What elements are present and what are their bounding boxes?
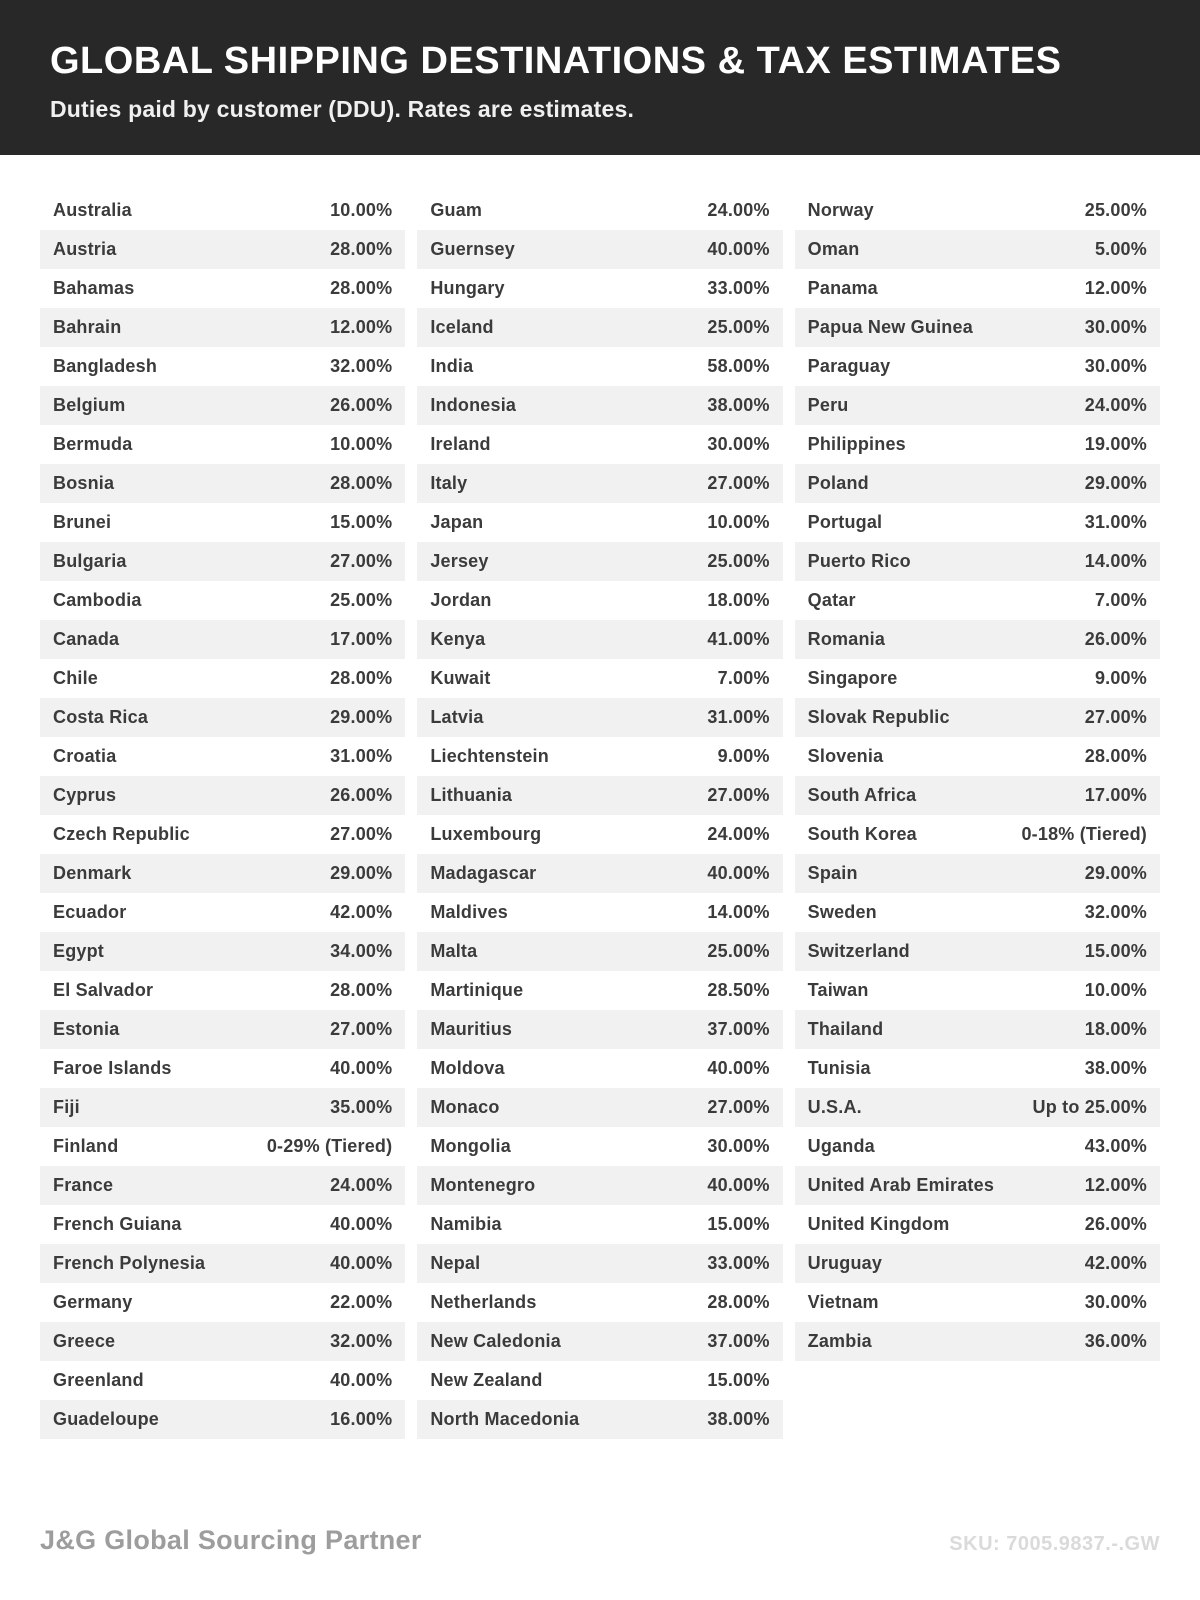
country-label: Uruguay [807,1252,883,1273]
rate-value: 30.00% [1084,316,1147,337]
table-row [40,581,405,620]
rate-value: 15.00% [330,511,393,532]
rates-column-2 [417,191,782,1439]
country-label: Jersey [430,550,489,571]
table-row [417,776,782,815]
rate-value: 28.00% [707,1291,770,1312]
country-label: Iceland [430,316,494,337]
rate-value: 18.00% [1084,1018,1147,1039]
country-label: Guadeloupe [53,1408,160,1429]
country-label: Namibia [430,1213,502,1234]
table-row [795,854,1160,893]
country-label: Italy [430,472,468,493]
table-row [40,386,405,425]
country-label: Mauritius [430,1018,513,1039]
table-row [417,503,782,542]
rate-value: 40.00% [707,862,770,883]
table-row [417,308,782,347]
country-label: Croatia [53,745,117,766]
table-row [795,542,1160,581]
table-row [417,542,782,581]
table-row [40,1283,405,1322]
country-label: Vietnam [807,1291,879,1312]
country-label: Peru [807,394,849,415]
table-row [40,230,405,269]
table-row [40,815,405,854]
country-label: Finland [53,1135,119,1156]
country-label: Montenegro [430,1174,536,1195]
table-row [795,1244,1160,1283]
country-label: Lithuania [430,784,513,805]
rate-value: 14.00% [1084,550,1147,571]
country-label: Puerto Rico [807,550,911,571]
rate-value: 17.00% [1084,784,1147,805]
table-row [40,191,405,230]
rate-value: 38.00% [707,394,770,415]
country-label: Bosnia [53,472,115,493]
rate-value: 40.00% [330,1252,393,1273]
country-label: India [430,355,474,376]
table-row [417,464,782,503]
country-label: United Kingdom [807,1213,950,1234]
rates-column-1 [40,191,405,1439]
table-row [417,1205,782,1244]
rate-value: 19.00% [1084,433,1147,454]
country-label: South Africa [807,784,917,805]
rate-value: 9.00% [1094,667,1147,688]
rate-value: 40.00% [330,1213,393,1234]
rate-value: 28.00% [330,472,393,493]
rate-value: 10.00% [707,511,770,532]
rate-value: 40.00% [330,1057,393,1078]
country-label: Qatar [807,589,856,610]
country-label: Bahamas [53,277,135,298]
country-label: Costa Rica [53,706,149,727]
table-row [40,698,405,737]
table-row [40,854,405,893]
table-row [417,698,782,737]
country-label: Maldives [430,901,508,922]
country-label: Australia [53,199,132,220]
country-label: South Korea [807,823,917,844]
rate-value: 30.00% [1084,1291,1147,1312]
country-label: Bangladesh [53,355,158,376]
page-header [0,0,1200,155]
country-label: Liechtenstein [430,745,549,766]
country-label: Uganda [807,1135,875,1156]
country-label: Romania [807,628,886,649]
country-label: Spain [807,862,858,883]
table-row [40,503,405,542]
rate-value: 31.00% [330,745,393,766]
rate-value: 37.00% [707,1330,770,1351]
country-label: Faroe Islands [53,1057,172,1078]
rate-value: 28.00% [330,277,393,298]
rate-value: 10.00% [330,433,393,454]
rate-value: Up to 25.00% [1032,1096,1147,1117]
rate-value: 25.00% [707,316,770,337]
rate-value: 12.00% [1084,277,1147,298]
table-row [40,1322,405,1361]
rate-value: 32.00% [1084,901,1147,922]
table-row [795,1205,1160,1244]
rate-value: 24.00% [707,823,770,844]
country-label: Estonia [53,1018,120,1039]
table-row [417,581,782,620]
table-row [40,464,405,503]
rates-table [0,155,1200,1439]
rate-value: 26.00% [330,394,393,415]
country-label: Thailand [807,1018,884,1039]
table-row [40,1088,405,1127]
rate-value: 27.00% [707,472,770,493]
table-row [417,230,782,269]
country-label: Switzerland [807,940,910,961]
table-row [417,1127,782,1166]
country-label: Tunisia [807,1057,871,1078]
table-row [40,1010,405,1049]
country-label: Egypt [53,940,105,961]
rate-value: 15.00% [707,1213,770,1234]
table-row [795,386,1160,425]
rate-value: 15.00% [707,1369,770,1390]
rate-value: 43.00% [1084,1135,1147,1156]
rate-value: 12.00% [330,316,393,337]
rate-value: 28.00% [1084,745,1147,766]
rate-value: 38.00% [1084,1057,1147,1078]
page-subtitle: Duties paid by customer (DDU). Rates are estimates. [50,95,635,122]
country-label: Greece [53,1330,116,1351]
table-row [795,191,1160,230]
country-label: Singapore [807,667,898,688]
country-label: Panama [807,277,878,298]
rate-value: 0-18% (Tiered) [1021,823,1147,844]
rate-value: 34.00% [330,940,393,961]
country-label: Guam [430,199,483,220]
rate-value: 33.00% [707,1252,770,1273]
rate-value: 7.00% [717,667,770,688]
country-label: Norway [807,199,874,220]
table-row [795,893,1160,932]
rate-value: 10.00% [1084,979,1147,1000]
country-label: Hungary [430,277,505,298]
country-label: Canada [53,628,120,649]
table-row [40,1361,405,1400]
rate-value: 25.00% [1084,199,1147,220]
rate-value: 12.00% [1084,1174,1147,1195]
table-row [795,1322,1160,1361]
rate-value: 28.00% [330,238,393,259]
country-label: Ireland [430,433,491,454]
country-label: Paraguay [807,355,891,376]
country-label: Slovenia [807,745,884,766]
table-row [795,1127,1160,1166]
table-row [795,1088,1160,1127]
table-row [417,1049,782,1088]
rate-value: 26.00% [1084,1213,1147,1234]
rate-value: 25.00% [330,589,393,610]
country-label: Moldova [430,1057,505,1078]
country-label: Mongolia [430,1135,511,1156]
rate-value: 15.00% [1084,940,1147,961]
table-row [40,1205,405,1244]
rate-value: 9.00% [717,745,770,766]
rate-value: 5.00% [1094,238,1147,259]
table-row [40,1127,405,1166]
rate-value: 40.00% [707,1174,770,1195]
country-label: United Arab Emirates [807,1174,995,1195]
rate-value: 16.00% [330,1408,393,1429]
table-row [40,620,405,659]
table-row [417,1166,782,1205]
rate-value: 42.00% [1084,1252,1147,1273]
rate-value: 27.00% [707,784,770,805]
rate-value: 29.00% [330,862,393,883]
table-row [40,1244,405,1283]
table-row [795,737,1160,776]
rate-value: 24.00% [1084,394,1147,415]
rate-value: 40.00% [707,1057,770,1078]
rate-value: 35.00% [330,1096,393,1117]
rate-value: 14.00% [707,901,770,922]
table-row [417,932,782,971]
country-label: Jordan [430,589,492,610]
country-label: Madagascar [430,862,537,883]
rate-value: 26.00% [330,784,393,805]
country-label: Cambodia [53,589,142,610]
table-row [40,971,405,1010]
rate-value: 27.00% [707,1096,770,1117]
rate-value: 32.00% [330,1330,393,1351]
table-row [40,269,405,308]
country-label: French Polynesia [53,1252,206,1273]
rate-value: 24.00% [330,1174,393,1195]
table-row [795,1010,1160,1049]
table-row [795,971,1160,1010]
country-label: Sweden [807,901,877,922]
country-label: New Caledonia [430,1330,561,1351]
country-label: Cyprus [53,784,117,805]
country-label: Fiji [53,1096,80,1117]
rate-value: 58.00% [707,355,770,376]
country-label: Zambia [807,1330,872,1351]
rate-value: 31.00% [707,706,770,727]
table-row [795,1049,1160,1088]
rate-value: 41.00% [707,628,770,649]
table-row [40,659,405,698]
rate-value: 30.00% [707,1135,770,1156]
table-row [40,1166,405,1205]
rate-value: 26.00% [1084,628,1147,649]
country-label: Kenya [430,628,486,649]
rate-value: 29.00% [1084,472,1147,493]
table-row [417,659,782,698]
country-label: France [53,1174,114,1195]
country-label: Monaco [430,1096,500,1117]
rate-value: 28.00% [330,667,393,688]
rate-value: 10.00% [330,199,393,220]
page-title: GLOBAL SHIPPING DESTINATIONS & TAX ESTIMATES [50,40,1062,82]
table-row [795,308,1160,347]
country-label: El Salvador [53,979,154,1000]
sku-text: SKU: 7005.9837.-.GW [949,1533,1160,1555]
country-label: Malta [430,940,478,961]
table-row [417,386,782,425]
country-label: Taiwan [807,979,869,1000]
rate-value: 40.00% [330,1369,393,1390]
country-label: Poland [807,472,869,493]
table-row [40,893,405,932]
country-label: Philippines [807,433,906,454]
rate-value: 36.00% [1084,1330,1147,1351]
rates-column-3 [795,191,1160,1361]
country-label: Ecuador [53,901,127,922]
table-row [795,425,1160,464]
table-row [417,1322,782,1361]
rate-value: 40.00% [707,238,770,259]
table-row [417,1283,782,1322]
table-row [40,1400,405,1439]
rate-value: 29.00% [330,706,393,727]
country-label: Czech Republic [53,823,190,844]
rate-value: 28.00% [330,979,393,1000]
rate-value: 0-29% (Tiered) [266,1135,393,1156]
rate-value: 17.00% [330,628,393,649]
country-label: Nepal [430,1252,481,1273]
table-row [795,581,1160,620]
table-row [417,1010,782,1049]
country-label: Guernsey [430,238,515,259]
country-label: Martinique [430,979,524,1000]
table-row [417,347,782,386]
table-row [795,698,1160,737]
rate-value: 27.00% [1084,706,1147,727]
table-row [795,1166,1160,1205]
table-row [40,932,405,971]
table-row [795,503,1160,542]
country-label: Latvia [430,706,484,727]
table-row [40,425,405,464]
table-row [40,347,405,386]
country-label: Portugal [807,511,883,532]
table-row [417,854,782,893]
rate-value: 28.50% [707,979,770,1000]
country-label: Oman [807,238,860,259]
table-row [417,425,782,464]
table-row [417,1244,782,1283]
country-label: Luxembourg [430,823,542,844]
rate-value: 30.00% [707,433,770,454]
table-row [40,1049,405,1088]
table-row [795,620,1160,659]
table-row [795,269,1160,308]
rate-value: 37.00% [707,1018,770,1039]
rate-value: 7.00% [1094,589,1147,610]
rate-value: 25.00% [707,940,770,961]
table-row [417,191,782,230]
table-row [795,1283,1160,1322]
table-row [40,542,405,581]
table-row [417,815,782,854]
brand-text: J&G Global Sourcing Partner [40,1525,422,1555]
country-label: Brunei [53,511,112,532]
rate-value: 18.00% [707,589,770,610]
table-row [417,737,782,776]
country-label: Netherlands [430,1291,537,1312]
table-row [417,1400,782,1439]
rate-value: 38.00% [707,1408,770,1429]
table-row [40,776,405,815]
table-row [417,269,782,308]
country-label: Indonesia [430,394,517,415]
country-label: Greenland [53,1369,144,1390]
country-label: Papua New Guinea [807,316,973,337]
table-row [795,932,1160,971]
rate-value: 31.00% [1084,511,1147,532]
rate-value: 29.00% [1084,862,1147,883]
rate-value: 33.00% [707,277,770,298]
country-label: Austria [53,238,117,259]
country-label: Japan [430,511,484,532]
country-label: Bulgaria [53,550,127,571]
table-row [795,776,1160,815]
table-row [40,737,405,776]
table-row [417,893,782,932]
table-row [795,230,1160,269]
country-label: Chile [53,667,99,688]
table-row [40,308,405,347]
country-label: Kuwait [430,667,491,688]
rate-value: 32.00% [330,355,393,376]
rate-value: 42.00% [330,901,393,922]
table-row [417,1361,782,1400]
table-row [795,464,1160,503]
country-label: Denmark [53,862,132,883]
country-label: Bermuda [53,433,133,454]
table-row [417,620,782,659]
page-footer [40,1525,1160,1556]
country-label: Bahrain [53,316,122,337]
rate-value: 25.00% [707,550,770,571]
country-label: Slovak Republic [807,706,950,727]
rate-value: 27.00% [330,1018,393,1039]
table-row [417,1088,782,1127]
table-row [795,659,1160,698]
rate-value: 27.00% [330,823,393,844]
rate-value: 30.00% [1084,355,1147,376]
rate-value: 22.00% [330,1291,393,1312]
country-label: Belgium [53,394,126,415]
rate-value: 27.00% [330,550,393,571]
country-label: U.S.A. [807,1096,862,1117]
table-row [417,971,782,1010]
country-label: New Zealand [430,1369,543,1390]
country-label: North Macedonia [430,1408,580,1429]
table-row [795,815,1160,854]
rate-value: 24.00% [707,199,770,220]
country-label: Germany [53,1291,133,1312]
country-label: French Guiana [53,1213,182,1234]
table-row [795,347,1160,386]
